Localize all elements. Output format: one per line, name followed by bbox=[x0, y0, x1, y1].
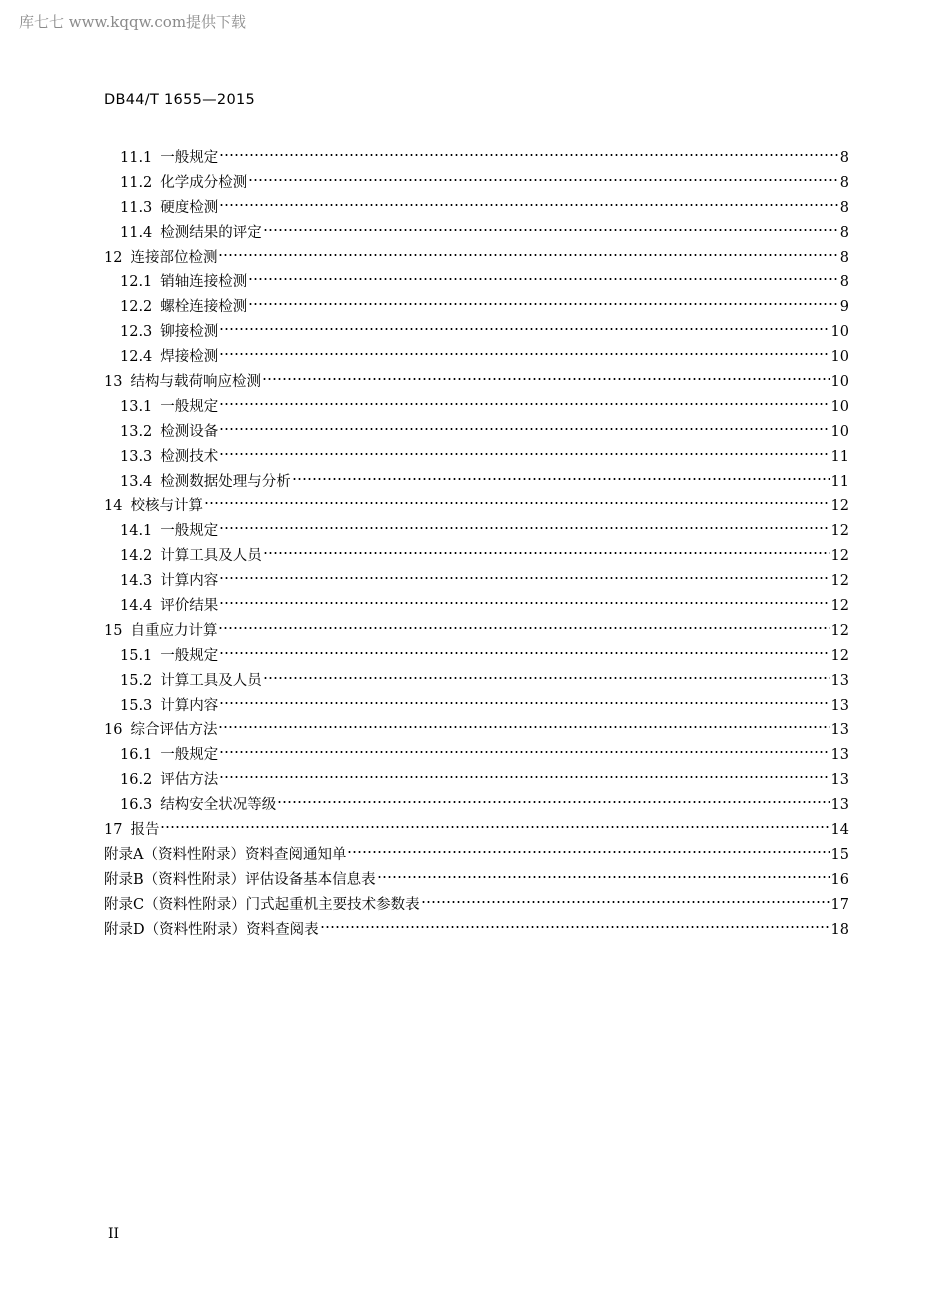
toc-entry-title: 一般规定 bbox=[160, 150, 219, 166]
toc-entry-page: 18 bbox=[830, 921, 849, 938]
toc-entry[interactable] bbox=[104, 594, 849, 619]
toc-entry-number: 15.3 bbox=[120, 697, 153, 714]
toc-entry-title: 检测结果的评定 bbox=[160, 224, 262, 241]
toc-dot-leader bbox=[219, 700, 829, 706]
toc-dot-leader bbox=[347, 849, 829, 855]
toc-entry-number: 11.3 bbox=[120, 199, 153, 216]
toc-entry[interactable] bbox=[104, 644, 849, 669]
toc-entry-page: 12 bbox=[830, 573, 849, 590]
toc-entry-number: 15 bbox=[104, 622, 123, 639]
toc-dot-leader bbox=[219, 152, 838, 158]
toc-dot-leader bbox=[219, 451, 829, 457]
toc-entry-number: 13 bbox=[104, 374, 123, 391]
toc-entry[interactable] bbox=[104, 196, 849, 221]
toc-entry[interactable] bbox=[104, 868, 849, 893]
toc-entry-number: 12 bbox=[104, 249, 123, 266]
toc-entry-page: 13 bbox=[830, 672, 849, 689]
toc-entry-number: 17 bbox=[104, 822, 123, 839]
watermark: 库七七 www.kqqw.com提供下载 bbox=[19, 13, 247, 31]
toc-entry[interactable] bbox=[104, 519, 849, 544]
toc-entry-number: 13.1 bbox=[120, 398, 153, 415]
toc-entry-title: 计算工具及人员 bbox=[160, 548, 262, 565]
toc-entry-number: 15.1 bbox=[120, 647, 153, 664]
toc-entry-title: 附录C（资料性附录）门式起重机主要技术参数表 bbox=[104, 896, 420, 913]
toc-entry[interactable] bbox=[104, 743, 849, 768]
toc-dot-leader bbox=[219, 650, 829, 656]
toc-dot-leader bbox=[219, 575, 829, 581]
toc-entry-number: 14.3 bbox=[120, 573, 153, 590]
toc-entry[interactable] bbox=[104, 171, 849, 196]
toc-entry-page: 11 bbox=[830, 448, 849, 465]
toc-entry[interactable] bbox=[104, 320, 849, 345]
toc-entry-number: 14.2 bbox=[120, 548, 153, 565]
toc-dot-leader bbox=[219, 749, 829, 755]
toc-dot-leader bbox=[219, 326, 829, 332]
toc-entry-number: 16.2 bbox=[120, 772, 153, 789]
toc-entry-number: 11.4 bbox=[120, 224, 153, 241]
toc-entry-title: 销轴连接检测 bbox=[160, 274, 248, 291]
toc-entry-page: 13 bbox=[830, 797, 849, 814]
toc-dot-leader bbox=[263, 550, 830, 556]
toc-entry-page: 8 bbox=[839, 174, 849, 191]
toc-entry-number: 16 bbox=[104, 722, 123, 739]
toc-entry[interactable] bbox=[104, 445, 849, 470]
page-number: II bbox=[108, 1226, 120, 1242]
toc-entry-title: 一般规定 bbox=[160, 398, 219, 415]
toc-entry-page: 10 bbox=[830, 324, 849, 341]
toc-entry[interactable] bbox=[104, 345, 849, 370]
toc-entry-title: 自重应力计算 bbox=[130, 622, 218, 639]
toc-entry-number: 13.2 bbox=[120, 423, 153, 440]
toc-entry[interactable] bbox=[104, 818, 849, 843]
toc-entry-title: 螺栓连接检测 bbox=[160, 299, 248, 316]
toc-dot-leader bbox=[219, 202, 838, 208]
toc-entry-page: 12 bbox=[830, 622, 849, 639]
toc-entry-title: 检测设备 bbox=[160, 423, 219, 440]
toc-entry[interactable] bbox=[104, 470, 849, 495]
toc-entry-title: 校核与计算 bbox=[130, 498, 203, 515]
toc-entry-number: 14.1 bbox=[120, 523, 153, 540]
toc-entry[interactable] bbox=[104, 718, 849, 743]
toc-entry-title: 综合评估方法 bbox=[130, 722, 218, 739]
toc-entry-page: 13 bbox=[830, 722, 849, 739]
toc-entry-number: 16.1 bbox=[120, 747, 153, 764]
toc-entry[interactable] bbox=[104, 694, 849, 719]
toc-dot-leader bbox=[248, 301, 838, 307]
toc-entry-title: 附录A（资料性附录）资料查阅通知单 bbox=[104, 846, 347, 863]
toc-entry-page: 17 bbox=[830, 896, 849, 913]
toc-entry-number: 12.3 bbox=[120, 324, 153, 341]
toc-entry-number: 16.3 bbox=[120, 797, 153, 814]
toc-entry-title: 检测数据处理与分析 bbox=[160, 473, 291, 490]
toc-entry[interactable] bbox=[104, 569, 849, 594]
toc-entry-title: 一般规定 bbox=[160, 647, 219, 664]
toc-entry-page: 14 bbox=[830, 822, 849, 839]
toc-entry-page: 12 bbox=[830, 647, 849, 664]
toc-dot-leader bbox=[160, 824, 829, 830]
toc-dot-leader bbox=[204, 500, 830, 506]
toc-entry-title: 检测技术 bbox=[160, 448, 219, 465]
toc-dot-leader bbox=[219, 525, 829, 531]
toc-entry-title: 评价结果 bbox=[160, 598, 219, 615]
toc-dot-leader bbox=[218, 625, 829, 631]
toc-dot-leader bbox=[292, 476, 830, 482]
toc-entry-title: 结构安全状况等级 bbox=[160, 797, 277, 814]
toc-entry-title: 计算工具及人员 bbox=[160, 672, 262, 689]
toc-entry-page: 10 bbox=[830, 398, 849, 415]
toc-entry-title: 评估方法 bbox=[160, 772, 219, 789]
toc-dot-leader bbox=[218, 724, 829, 730]
toc-dot-leader bbox=[320, 924, 830, 930]
toc-entry[interactable] bbox=[104, 146, 849, 171]
toc-entry[interactable] bbox=[104, 793, 849, 818]
toc-entry-page: 8 bbox=[839, 274, 849, 291]
toc-entry[interactable] bbox=[104, 843, 849, 868]
toc-dot-leader bbox=[219, 426, 829, 432]
toc-entry[interactable] bbox=[104, 246, 849, 271]
toc-entry-title: 焊接检测 bbox=[160, 349, 219, 366]
toc-entry-page: 10 bbox=[830, 374, 849, 391]
toc-dot-leader bbox=[248, 177, 838, 183]
toc-entry-page: 12 bbox=[830, 523, 849, 540]
toc-dot-leader bbox=[277, 799, 829, 805]
toc-dot-leader bbox=[248, 276, 838, 282]
toc-entry-number: 11.1 bbox=[120, 150, 153, 166]
toc-entry-title: 连接部位检测 bbox=[130, 249, 218, 266]
toc-entry-title: 一般规定 bbox=[160, 747, 219, 764]
toc-entry-page: 8 bbox=[839, 199, 849, 216]
toc-entry-number: 14.4 bbox=[120, 598, 153, 615]
toc-dot-leader bbox=[219, 774, 829, 780]
toc-entry[interactable] bbox=[104, 494, 849, 519]
toc-entry-title: 铆接检测 bbox=[160, 324, 219, 341]
toc-entry-title: 计算内容 bbox=[160, 697, 219, 714]
toc-dot-leader bbox=[219, 401, 829, 407]
toc-entry-number: 13.4 bbox=[120, 473, 153, 490]
toc-entry-page: 10 bbox=[830, 423, 849, 440]
toc-entry[interactable] bbox=[104, 370, 849, 395]
toc-dot-leader bbox=[219, 600, 829, 606]
toc-entry-number: 12.2 bbox=[120, 299, 153, 316]
toc-entry-title: 结构与载荷响应检测 bbox=[130, 374, 261, 391]
toc-entry-page: 10 bbox=[830, 349, 849, 366]
toc-entry-page: 13 bbox=[830, 772, 849, 789]
toc-entry[interactable] bbox=[104, 893, 849, 918]
toc-dot-leader bbox=[218, 252, 838, 258]
toc-entry-page: 8 bbox=[839, 249, 849, 266]
toc-entry-page: 8 bbox=[839, 150, 849, 166]
toc-entry-page: 12 bbox=[830, 548, 849, 565]
toc-entry-title: 附录B（资料性附录）评估设备基本信息表 bbox=[104, 871, 376, 888]
document-code: DB44/T 1655—2015 bbox=[104, 92, 256, 108]
toc-entry-number: 15.2 bbox=[120, 672, 153, 689]
toc-entry-number: 14 bbox=[104, 498, 123, 515]
toc-entry[interactable] bbox=[104, 768, 849, 793]
table-of-contents bbox=[104, 146, 849, 943]
toc-entry[interactable] bbox=[104, 669, 849, 694]
toc-entry[interactable] bbox=[104, 544, 849, 569]
toc-dot-leader bbox=[219, 351, 829, 357]
toc-entry[interactable] bbox=[104, 295, 849, 320]
toc-entry-number: 11.2 bbox=[120, 174, 153, 191]
toc-dot-leader bbox=[263, 675, 830, 681]
toc-entry-page: 13 bbox=[830, 747, 849, 764]
toc-entry[interactable] bbox=[104, 395, 849, 420]
toc-dot-leader bbox=[377, 874, 830, 880]
toc-entry-title: 报告 bbox=[130, 822, 160, 839]
toc-entry[interactable] bbox=[104, 221, 849, 246]
toc-entry-number: 12.1 bbox=[120, 274, 153, 291]
toc-entry-number: 12.4 bbox=[120, 349, 153, 366]
toc-entry-page: 13 bbox=[830, 697, 849, 714]
toc-entry-page: 8 bbox=[839, 224, 849, 241]
toc-entry-title: 附录D（资料性附录）资料查阅表 bbox=[104, 921, 319, 938]
toc-entry[interactable] bbox=[104, 270, 849, 295]
toc-entry-page: 12 bbox=[830, 598, 849, 615]
toc-dot-leader bbox=[262, 376, 830, 382]
toc-entry[interactable] bbox=[104, 420, 849, 445]
toc-entry-page: 16 bbox=[830, 871, 849, 888]
toc-entry[interactable] bbox=[104, 619, 849, 644]
toc-entry-page: 15 bbox=[830, 846, 849, 863]
toc-dot-leader bbox=[263, 227, 839, 233]
toc-entry-page: 12 bbox=[830, 498, 849, 515]
toc-entry-title: 化学成分检测 bbox=[160, 174, 248, 191]
toc-entry[interactable] bbox=[104, 918, 849, 943]
toc-entry-page: 11 bbox=[830, 473, 849, 490]
toc-entry-title: 硬度检测 bbox=[160, 199, 219, 216]
toc-entry-page: 9 bbox=[839, 299, 849, 316]
toc-dot-leader bbox=[421, 899, 830, 905]
toc-entry-title: 计算内容 bbox=[160, 573, 219, 590]
toc-entry-number: 13.3 bbox=[120, 448, 153, 465]
toc-entry-title: 一般规定 bbox=[160, 523, 219, 540]
